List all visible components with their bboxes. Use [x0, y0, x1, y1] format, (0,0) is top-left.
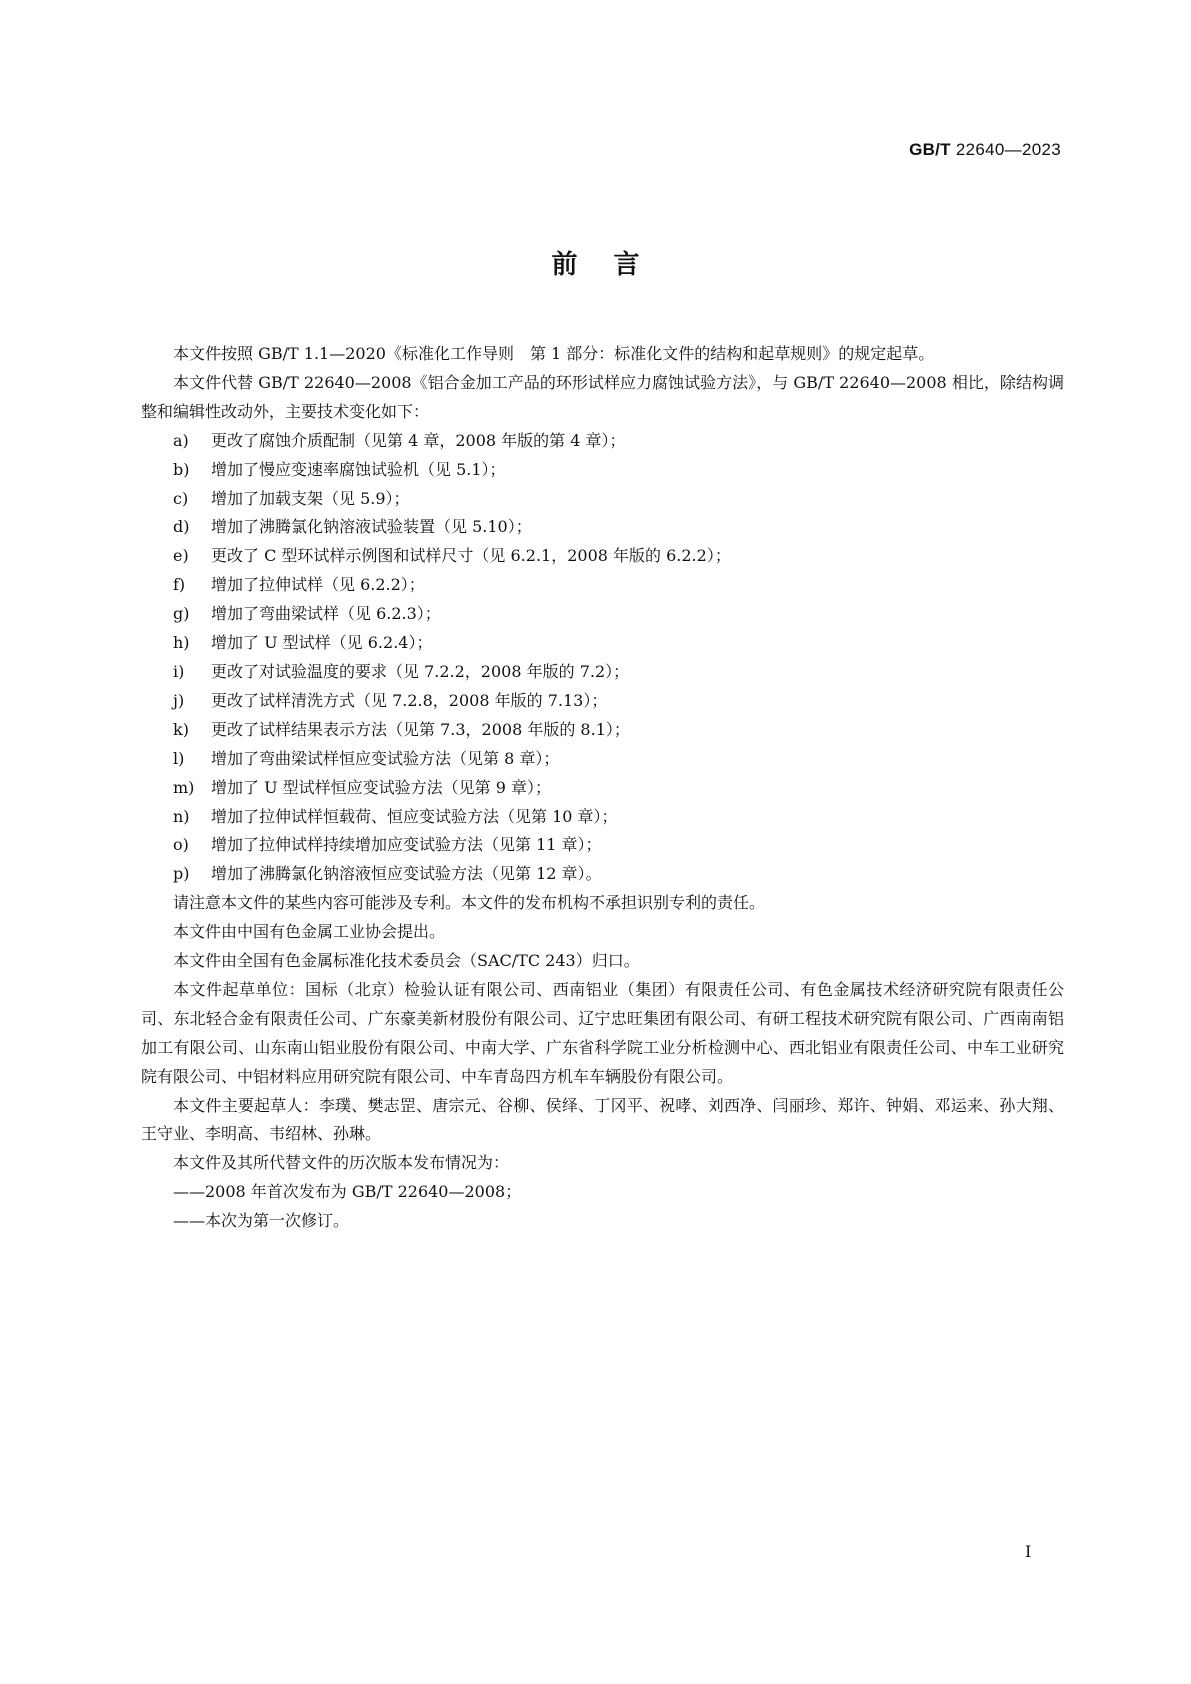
list-marker: m)	[173, 777, 195, 797]
list-item	[141, 427, 1064, 456]
list-marker: o)	[173, 835, 189, 855]
list-item	[141, 456, 1064, 485]
foreword-body	[141, 340, 1064, 1236]
list-item	[141, 485, 1064, 514]
list-marker: g)	[173, 604, 190, 624]
paragraph-proposer: 本文件由中国有色金属工业协会提出。	[173, 922, 446, 942]
list-item	[141, 774, 1064, 803]
paragraph-patent-notice: 请注意本文件的某些内容可能涉及专利。本文件的发布机构不承担识别专利的责任。	[173, 893, 766, 913]
list-marker: a)	[173, 430, 189, 450]
list-item	[141, 571, 1064, 600]
page-title: 前言	[551, 250, 676, 280]
list-item	[141, 629, 1064, 658]
paragraph-drafting-basis: 本文件按照 GB/T 1.1—2020《标准化工作导则 第 1 部分：标准化文件的结构和起草规则》的规定起草。	[173, 344, 935, 363]
list-marker: c)	[173, 488, 189, 508]
document-code-number: 22640—2023	[950, 140, 1061, 159]
list-item-text: 增加了加载支架（见 5.9）；	[211, 488, 410, 508]
list-item-text: 更改了 C 型环试样示例图和试样尺寸（见 6.2.1，2008 年版的 6.2.2）；	[211, 546, 731, 566]
paragraph-drafting-units: 本文件起草单位：国标（北京）检验认证有限公司、西南铝业（集团）有限责任公司、有色金属技术经济研究院有限责任公司、东北轻合金有限责任公司、广东豪美新材股份有限公司、辽宁忠旺集团有限公司、有研工程技术研究院有限公司、广西南南铝加工有限公司、山东南山铝业股份有限公司、中南大学、广东省科学院工业分析检测中心、西北铝业有限责任公司、中车工业研究院有限公司、中铝材料应用研究院有限公司、中车青岛四方机车车辆股份有限公司。	[141, 979, 1064, 1086]
list-item-text: 增加了拉伸试样恒载荷、恒应变试验方法（见第 10 章）；	[211, 806, 618, 826]
list-item	[141, 860, 1064, 889]
list-item-text: 增加了拉伸试样（见 6.2.2）；	[211, 575, 425, 595]
list-item-text: 更改了试样结果表示方法（见第 7.3，2008 年版的 8.1）；	[211, 719, 630, 739]
paragraph-committee: 本文件由全国有色金属标准化技术委员会（SAC/TC 243）归口。	[173, 951, 640, 971]
changes-list	[141, 427, 1064, 890]
list-item	[141, 658, 1064, 687]
list-marker: d)	[173, 517, 190, 537]
list-marker: k)	[173, 719, 189, 739]
page-number: I	[1025, 1542, 1032, 1561]
list-item	[141, 803, 1064, 832]
paragraph-history-intro: 本文件及其所代替文件的历次版本发布情况为：	[173, 1153, 510, 1173]
list-marker: e)	[173, 546, 189, 566]
paragraph-drafters: 本文件主要起草人：李璞、樊志罡、唐宗元、谷柳、侯绎、丁冈平、祝哮、刘西净、闫丽珍、郑许、钟娟、邓运来、孙大翔、王守业、李明高、韦绍林、孙琳。	[141, 1095, 1064, 1144]
document-code	[909, 140, 1061, 160]
list-marker: f)	[173, 575, 186, 595]
list-item	[141, 600, 1064, 629]
list-marker: l)	[173, 748, 185, 768]
document-code-prefix: GB/T	[909, 140, 951, 159]
list-marker: p)	[173, 864, 190, 884]
history-item: ——本次为第一次修订。	[173, 1211, 350, 1231]
list-item-text: 增加了弯曲梁试样（见 6.2.3）；	[211, 604, 441, 624]
list-marker: b)	[173, 459, 190, 479]
list-item	[141, 687, 1064, 716]
list-item-text: 增加了沸腾氯化钠溶液试验装置（见 5.10）；	[211, 517, 532, 537]
list-item	[141, 513, 1064, 542]
list-item	[141, 831, 1064, 860]
list-item-text: 增加了弯曲梁试样恒应变试验方法（见第 8 章）；	[211, 748, 560, 768]
list-item	[141, 542, 1064, 571]
paragraph-replacement: 本文件代替 GB/T 22640—2008《铝合金加工产品的环形试样应力腐蚀试验方法》，与 GB/T 22640—2008 相比，除结构调整和编辑性改动外，主要技术变化如下：	[141, 372, 1064, 421]
list-item	[141, 716, 1064, 745]
list-marker: j)	[173, 690, 185, 710]
list-marker: h)	[173, 633, 190, 653]
list-item-text: 增加了 U 型试样恒应变试验方法（见第 9 章）；	[211, 777, 552, 797]
list-item-text: 增加了拉伸试样持续增加应变试验方法（见第 11 章）；	[211, 835, 602, 855]
list-marker: n)	[173, 806, 190, 826]
list-item-text: 增加了慢应变速率腐蚀试验机（见 5.1）；	[211, 459, 506, 479]
list-item-text: 更改了对试验温度的要求（见 7.2.2，2008 年版的 7.2）；	[211, 661, 630, 681]
list-item-text: 增加了 U 型试样（见 6.2.4）；	[211, 633, 433, 653]
history-item: ——2008 年首次发布为 GB/T 22640—2008；	[173, 1182, 522, 1202]
list-marker: i)	[173, 661, 185, 681]
list-item-text: 更改了腐蚀介质配制（见第 4 章，2008 年版的第 4 章）；	[211, 430, 626, 450]
list-item-text: 增加了沸腾氯化钠溶液恒应变试验方法（见第 12 章）。	[211, 864, 602, 884]
list-item-text: 更改了试样清洗方式（见 7.2.8，2008 年版的 7.13）；	[211, 690, 608, 710]
list-item	[141, 745, 1064, 774]
